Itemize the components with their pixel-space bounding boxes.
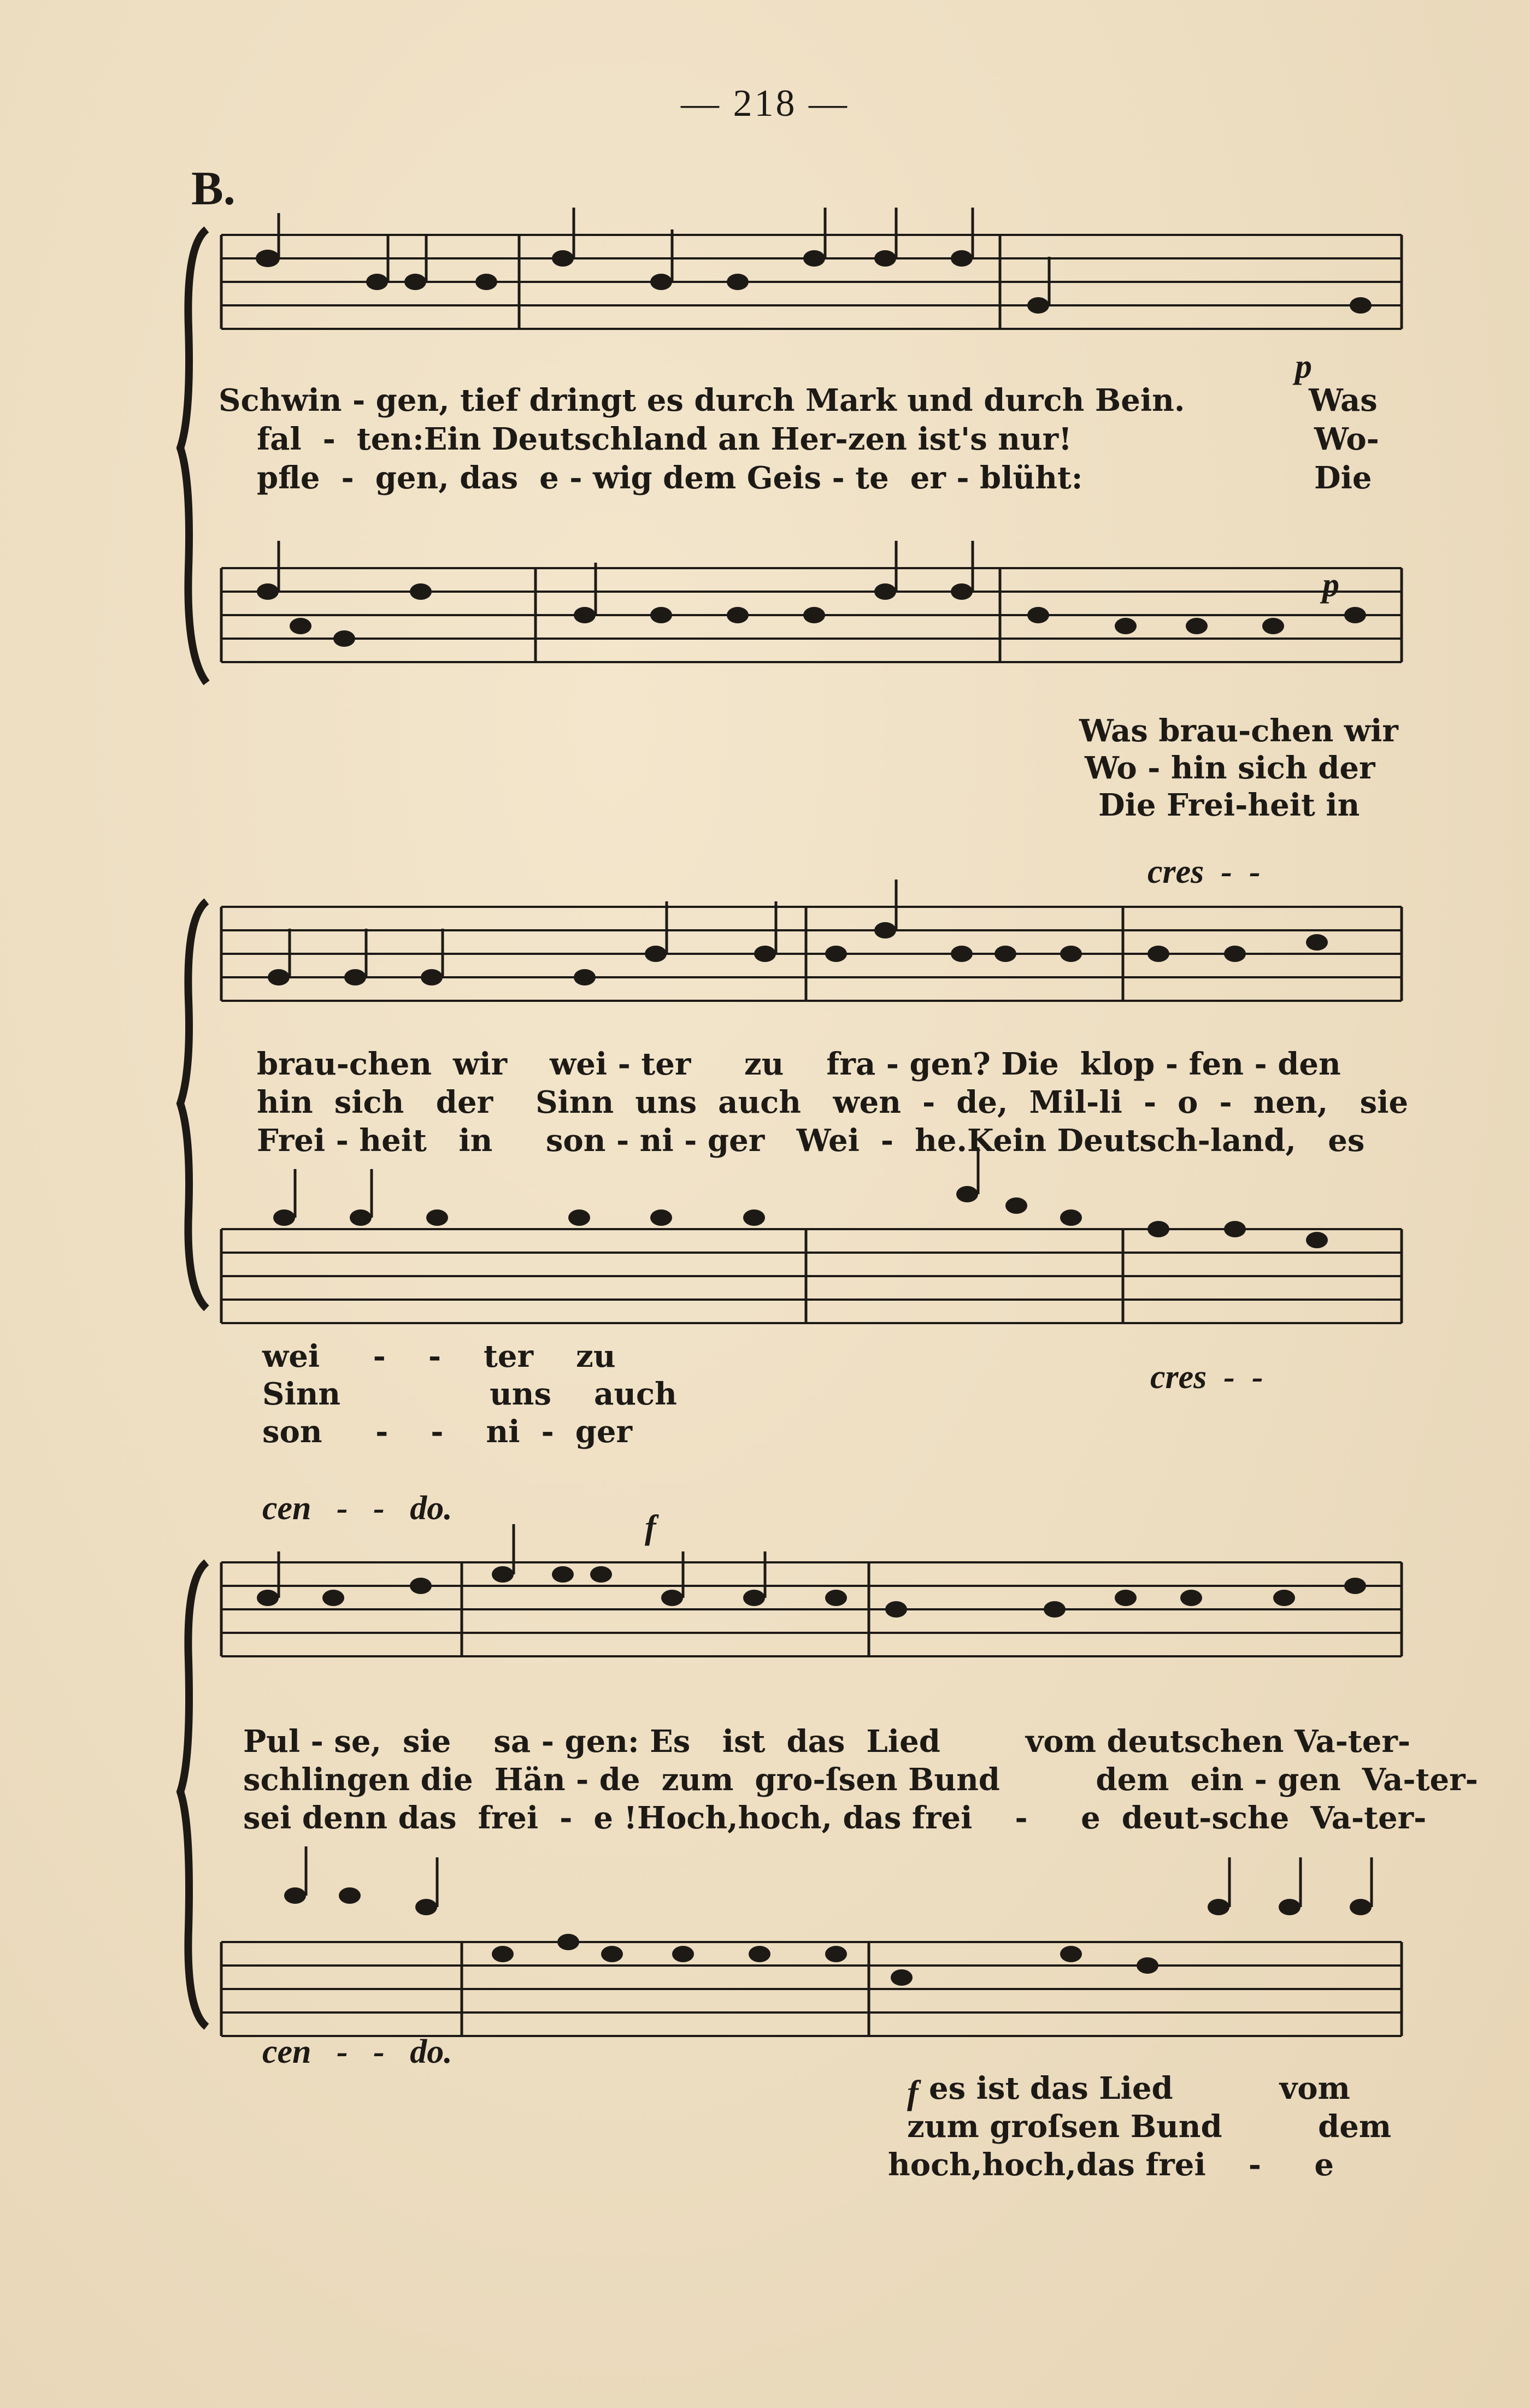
staff-lines: [221, 1562, 1402, 1656]
lyric-line-2: schlingen die Hän - de zum gro-ſsen Bund dem ein - gen Va-ter-: [243, 1762, 1478, 1798]
system-brace: [180, 1562, 207, 2027]
decrescendo-mark: cen - - do.: [262, 1490, 452, 1527]
section-label: B.: [191, 162, 236, 215]
system-brace: [180, 229, 207, 683]
lower-lyric-2: Sinn uns auch: [262, 1376, 677, 1412]
staff-lines: [221, 1229, 1402, 1323]
crescendo-mark: cres - -: [1150, 1359, 1263, 1396]
page-number: — 218 —: [681, 82, 849, 125]
dynamic-forte: f: [645, 1509, 656, 1546]
decrescendo-mark: cen - - do.: [262, 2033, 452, 2070]
lyric-line-3: pfle - gen, das e - wig dem Geis - te er - blüht:: [257, 460, 1083, 496]
staff-lines: [221, 1942, 1402, 2036]
lyric-line-2: hin sich der Sinn uns auch wen - de, Mil-li - o - nen, sie: [257, 1084, 1409, 1120]
lower-lyric-1: es ist das Lied vom: [929, 2070, 1350, 2106]
lower-lyric-3: hoch,hoch,das frei - e: [888, 2147, 1334, 2183]
lower-lyric-3: son - - ni - ger: [262, 1414, 633, 1450]
lower-lyric-2: zum groſsen Bund dem: [907, 2109, 1392, 2145]
pickup-lyric-1: Was: [1309, 382, 1378, 418]
staff-lines: [221, 235, 1402, 329]
system-brace: [180, 901, 207, 1308]
lyric-line-3: Frei - heit in son - ni - ger Wei - he.Kein Deutsch-land, es: [257, 1123, 1365, 1159]
lower-lyric-1: wei - - ter zu: [262, 1338, 616, 1374]
dynamic-piano: p: [1295, 348, 1312, 385]
lyric-line-1: Pul - se, sie sa - gen: Es ist das Lied vom deutschen Va-ter-: [243, 1724, 1411, 1760]
crescendo-mark: cres - -: [1148, 853, 1261, 890]
pickup-lyric-2: Wo-: [1314, 421, 1379, 457]
lyric-line-2: fal - ten:Ein Deutschland an Her-zen ist's nur!: [257, 421, 1072, 457]
lower-lyric-2: Wo - hin sich der: [1085, 750, 1375, 786]
dynamic-forte: f: [907, 2074, 919, 2111]
lower-lyric-1: Was brau-chen wir: [1079, 713, 1398, 749]
lower-lyric-3: Die Frei-heit in: [1098, 787, 1360, 823]
lyric-line-1: Schwin - gen, tief dringt es durch Mark und durch Bein.: [219, 382, 1185, 418]
pickup-lyric-3: Die: [1314, 460, 1372, 496]
lyric-line-1: brau-chen wir wei - ter zu fra - gen? Die klop - fen - den: [257, 1046, 1341, 1082]
dynamic-piano: p: [1322, 566, 1339, 604]
lyric-line-3: sei denn das frei - e !Hoch,hoch, das frei - e deut-sche Va-ter-: [243, 1800, 1427, 1836]
